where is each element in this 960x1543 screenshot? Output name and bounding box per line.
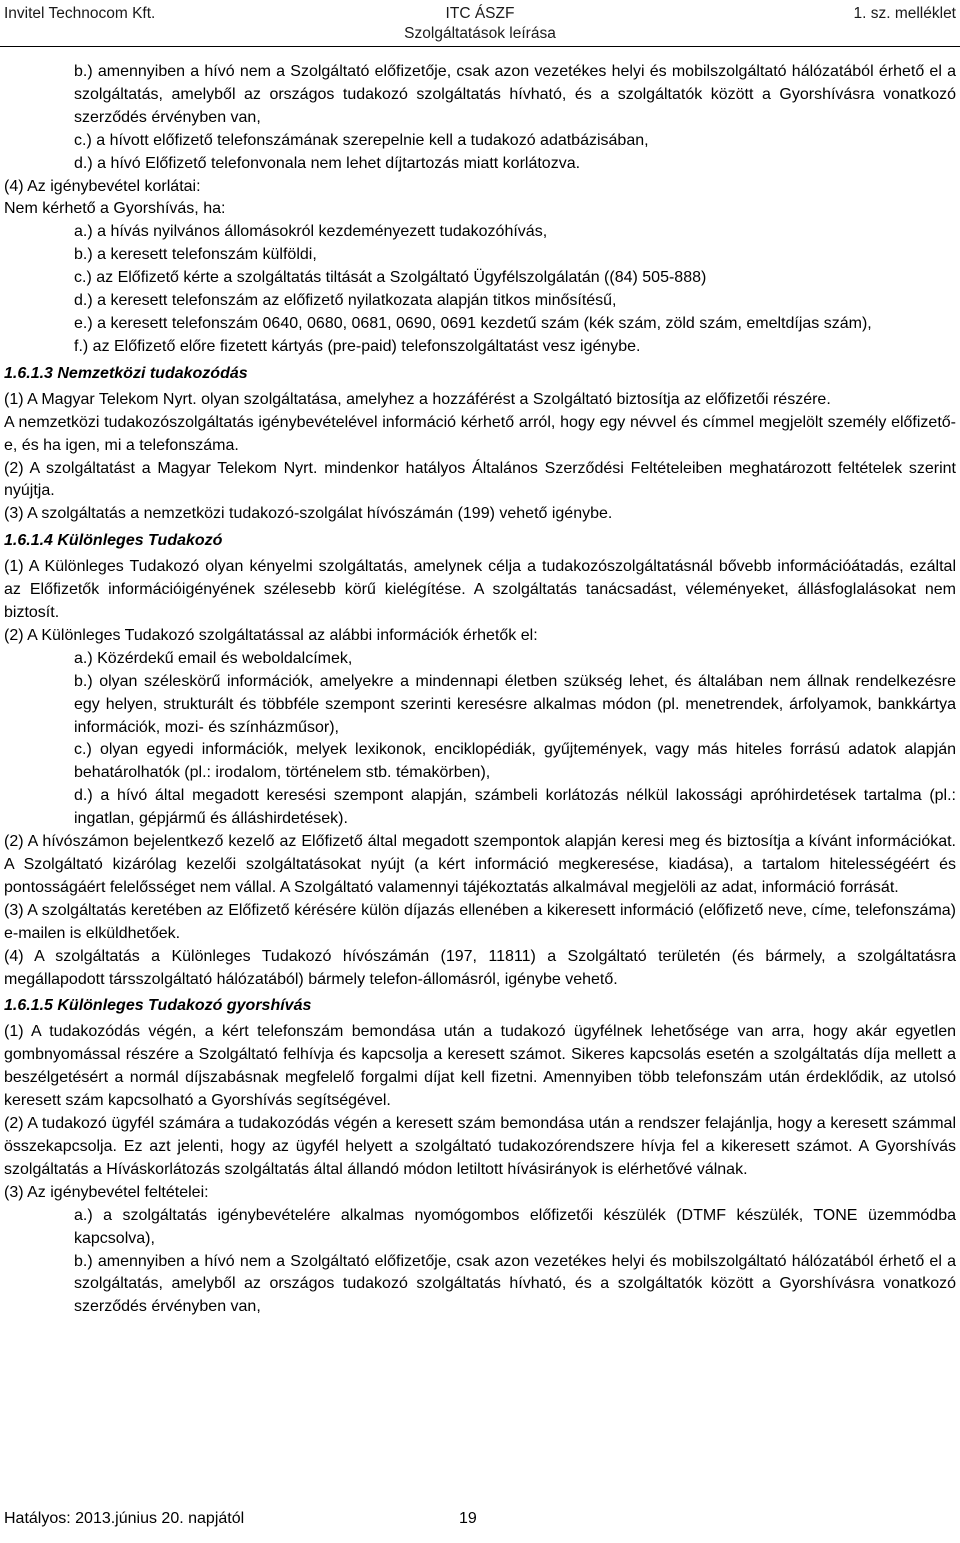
page-footer [4, 1508, 956, 1530]
list-item: a.) a hívás nyilvános állomásokról kezdeményezett tudakozóhívás, [74, 223, 548, 241]
page-number: 19 [459, 1510, 477, 1527]
paragraph: (2) A szolgáltatást a Magyar Telekom Nyrt. mindenkor hatályos Általános Szerződési Feltételeiben meghatározott feltételek szerint nyújtja. [4, 459, 956, 500]
paragraph: (1) A Magyar Telekom Nyrt. olyan szolgáltatása, amelyhez a hozzáférést a Szolgáltató biztosítja az előfizetői részére. [4, 390, 831, 408]
list-item: a.) Közérdekű email és weboldalcímek, [74, 649, 353, 667]
paragraph: (2) A hívószámon bejelentkező kezelő az Előfizető által megadott szempontok alapján keresi meg és biztosítja a kívánt információkat. A Szolgáltató kizárólag kezelői szolgáltatásokat nyújt (a kért információ megkeresése, kiadása), a tartalom hitelességéért és pontosságáért felelősséget nem vállal. A Szolgáltató valamennyi tájékoztatás alkalmával megjelöli az adat, információ forrását. [4, 833, 956, 896]
paragraph: (1) A Különleges Tudakozó olyan kényelmi szolgáltatás, amelynek célja a tudakozószolgáltatásnál bővebb információátadás, ezáltal az Előfizetők információigényének szélesebb körű kielégítése. A szolgáltatás tanácsadást, véleményeket, állásfoglalásokat nem biztosít. [4, 558, 956, 622]
section-heading: 1.6.1.4 Különleges Tudakozó [4, 532, 223, 550]
list-item: a.) a szolgáltatás igénybevételére alkalmas nyomógombos előfizetői készülék (DTMF készülék, TONE üzemmódba kapcsolva), [74, 1206, 956, 1247]
list-item: f.) az Előfizető előre fizetett kártyás (pre-paid) telefonszolgáltatást vesz igénybe. [74, 337, 641, 355]
list-item: b.) amennyiben a hívó nem a Szolgáltató előfizetője, csak azon vezetékes helyi és mobilszolgáltató hálózatából érhető el a szolgáltatás, amelyből az országos tudakozó szolgáltatás hívható, és a szolgáltatók között a Gyorshívásra vonatkozó szerződés érvényben van, [74, 1252, 956, 1316]
paragraph: (2) A tudakozó ügyfél számára a tudakozódás végén a keresett szám bemondása után a rendszer felajánlja, hogy a keresett számmal összekapcsolja. Ez azt jelenti, hogy az ügyfél helyett a szolgáltató tudakozórendszere hívja fel a kikeresett számot. A Gyorshívás szolgáltatás a Híváskorlátozás szolgáltatás által állandó módon letiltott hívásirányok is elérhetővé válnak. [4, 1115, 956, 1178]
company-name: Invitel Technocom Kft. [4, 5, 156, 22]
list-item: c.) az Előfizető kérte a szolgáltatás tiltását a Szolgáltató Ügyfélszolgálatán ((84) 505-888) [74, 269, 707, 287]
document-title-line2: Szolgáltatások leírása [404, 25, 556, 42]
paragraph: (3) A szolgáltatás a nemzetközi tudakozó-szolgálat hívószámán (199) vehető igénybe. [4, 505, 613, 523]
paragraph: A nemzetközi tudakozószolgáltatás igénybevételével információ kérhető arról, hogy egy névvel és címmel megjelölt személy előfizető-e, és ha igen, mi a telefonszáma. [4, 413, 956, 454]
list-item: d.) a keresett telefonszám az előfizető nyilatkozata alapján titkos minősítésű, [74, 292, 617, 310]
annex-label: 1. sz. melléklet [853, 5, 956, 22]
list-item: b.) amennyiben a hívó nem a Szolgáltató előfizetője, csak azon vezetékes helyi és mobilszolgáltató hálózatából érhető el a szolgáltatás, amelyből az országos tudakozó szolgáltatás hívható, és a szolgáltatók között a Gyorshívásra vonatkozó szerződés érvényben van, [74, 63, 956, 126]
list-item: c.) olyan egyedi információk, melyek lexikonok, enciklopédiák, gyűjtemények, vagy más hiteles forrású adatok alapján behatárolhatók (pl.: irodalom, történelem stb. témakörben), [74, 741, 956, 782]
page-header [0, 2, 960, 47]
document-title [0, 4, 960, 44]
section-heading: 1.6.1.3 Nemzetközi tudakozódás [4, 364, 248, 382]
paragraph: (3) A szolgáltatás keretében az Előfizető kérésére külön díjazás ellenében a kikeresett információ (előfizető neve, címe, telefonszáma) e-mailen is elküldhetőek. [4, 901, 956, 942]
list-item: e.) a keresett telefonszám 0640, 0680, 0681, 0690, 0691 kezdetű szám (kék szám, zöld szám, emeltdíjas szám), [74, 314, 872, 332]
list-item: d.) a hívó által megadott keresési szempont alapján, számbeli korlátozás nélkül lakossági apróhirdetések tartalma (pl.: ingatlan, gépjármű és álláshirdetések). [74, 787, 956, 828]
paragraph: (4) A szolgáltatás a Különleges Tudakozó hívószámán (197, 11811) a Szolgáltató területén (és bármely, a szolgáltatásra megállapodott társszolgáltató hálózatából) bármely telefon-állomásról, igénybe vehető. [4, 947, 956, 988]
section-heading: 1.6.1.5 Különleges Tudakozó gyorshívás [4, 997, 312, 1015]
paragraph: (2) A Különleges Tudakozó szolgáltatással az alábbi információk érhetők el: [4, 626, 538, 644]
limits-title: (4) Az igénybevétel korlátai: [4, 177, 201, 195]
paragraph: (3) Az igénybevétel feltételei: [4, 1183, 209, 1201]
effective-date: Hatályos: 2013.június 20. napjától [4, 1510, 245, 1527]
paragraph: (1) A tudakozódás végén, a kért telefonszám bemondása után a tudakozó ügyfélnek lehetősége van arra, hogy akár egyetlen gombnyomással részére a Szolgáltató felhívja és kapcsolja a keresett számot. Sikeres kapcsolás esetén a szolgáltatás díja mellett a beszélgetésért a normál díjszabásnak megfelelő forgalmi díjat kell fizetni. Amennyiben több telefonszám után érdeklődik, az utolsó keresett szám kapcsolható a Gyorshívás segítségével. [4, 1023, 956, 1110]
document-title-line1: ITC ÁSZF [445, 5, 515, 22]
list-item: c.) a hívott előfizető telefonszámának szerepelnie kell a tudakozó adatbázisában, [74, 131, 649, 149]
list-item: d.) a hívó Előfizető telefonvonala nem lehet díjtartozás miatt korlátozva. [74, 154, 581, 172]
document-body [4, 61, 956, 1319]
limits-subtitle: Nem kérhető a Gyorshívás, ha: [4, 200, 226, 218]
list-item: b.) olyan széleskörű információk, amelyekre a mindennapi életben szükség lehet, és általában nem állnak rendelkezésre egy helyen, strukturált és többféle szempont szerinti keresésre alkalmas módon (pl. menetrendek, árfolyamok, bankkártya információk, mozi- és színházműsor), [74, 672, 956, 736]
list-item: b.) a keresett telefonszám külföldi, [74, 246, 317, 264]
